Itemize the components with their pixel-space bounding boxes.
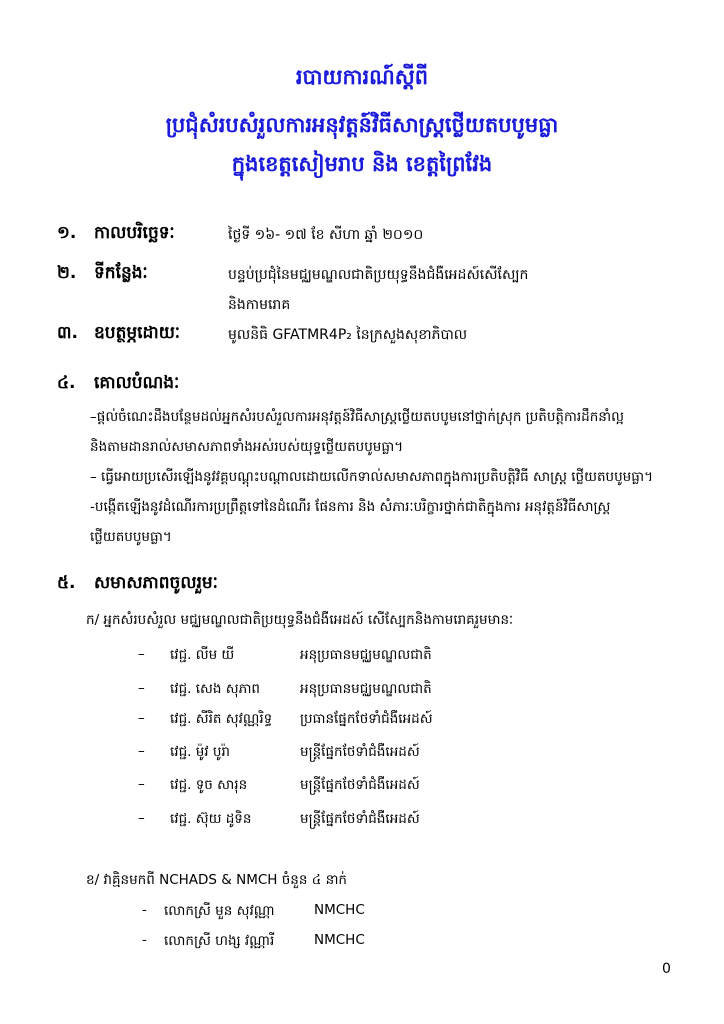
objective-1-line-2: និងតាមដានរាល់សមាសភាពទាំងអស់របស់យុទ្ធថ្លើយតបបូមធ្លា។ (90, 439, 404, 455)
report-title-line-1: របាយការណ៍ស្ដីពី (295, 65, 429, 89)
section-2-heading: ទីកន្លែងៈ (94, 263, 148, 283)
section-2-number: ២. (57, 263, 77, 283)
participant-group-b-label: ខ/ វាគ្មិនមកពី NCHADS & NMCH ចំនួន ៤ នាក់ (86, 872, 347, 888)
objective-3-line-2: ថ្លើយតបបូមធ្លា។ (90, 529, 172, 545)
participant-name: វេជ្ជ. សីរិត សុវណ្ណរិទ្ធ (170, 711, 273, 727)
participant-role: អនុប្រធានមជ្ឈមណ្ឌលជាតិ (300, 681, 432, 697)
participant-name: វេជ្ជ. ស៊ុយ ដូទិន (170, 811, 252, 827)
speaker-name: លោកស្រី ហង្ស វណ្ណារី (164, 933, 275, 949)
section-3-value: មូលនិធិ GFATMR4P₂ នៃក្រសួងសុខាភិបាល (228, 327, 468, 343)
participant-role: មន្ត្រីផ្នែកថែទាំជំងឺអេដស៍ (300, 777, 420, 793)
participant-role: ប្រធានផ្នែកថែទាំជំងឺអេដស៍ (300, 711, 433, 727)
participant-role: អនុប្រធានមជ្ឈមណ្ឌលជាតិ (300, 647, 432, 663)
list-dash: – (138, 776, 145, 792)
section-1-heading: កាលបរិច្ឆេទៈ (94, 223, 175, 243)
list-dash: – (138, 646, 145, 662)
participant-name: វេជ្ជ. លីម យី (170, 647, 235, 663)
list-dash: – (138, 710, 145, 726)
list-dash: - (142, 902, 147, 918)
page-number: 0 (662, 961, 671, 977)
list-dash: – (138, 680, 145, 696)
speaker-name: លោកស្រី មួន សុវណ្ណា (164, 903, 275, 919)
section-5-number: ៥. (57, 573, 76, 593)
list-dash: – (138, 743, 145, 759)
speaker-organization: NMCHC (314, 902, 365, 918)
section-4-heading: គោលបំណងៈ (94, 373, 180, 393)
participant-name: វេជ្ជ. សេង សុភាព (170, 681, 260, 697)
section-2-value-line-1: បន្ទប់ប្រជុំនៃមជ្ឈមណ្ឌលជាតិប្រយុទ្ធនឹងជំងឺអេដស៍សើស្បែក (228, 267, 529, 283)
list-dash: – (138, 810, 145, 826)
participant-name: វេជ្ជ. ទូច សារុន (170, 777, 248, 793)
participant-group-a-label: ក/ អ្នកសំរបសំរួល មជ្ឈមណ្ឌលជាតិប្រយុទ្ធនឹងជំងឺអេដស៍ សើស្បែកនិងកាមរោគរួមមានៈ (86, 612, 514, 628)
section-5-heading: សមាសភាពចូលរួមៈ (94, 573, 218, 593)
objective-1-line-1: –ផ្ដល់ចំណេះដឹងបន្ថែមដល់អ្នកសំរបសំរួលការអនុវត្តន៍វិធីសាស្ត្រថ្លើយតបបូមនៅថ្នាក់ស្រុក ប្រតិបត្តិការដឹកនាំល្អ (90, 409, 624, 425)
report-title-line-3: ក្នុងខេត្តសៀមរាប និង ខេត្តព្រៃវែង (231, 152, 493, 176)
objective-2-line-1: – ធ្វើអោយប្រសើរឡើងនូវវគ្គបណ្តុះបណ្តាលដោយលើកទាល់សមាសភាពក្នុងការប្រតិបត្តិវិធី សាស្ត្រ ថ្លើយតបបូមធ្លា។ (90, 469, 653, 485)
list-dash: - (142, 932, 147, 948)
participant-name: វេជ្ជ. ម៉ូវ បូរ៉ា (170, 744, 231, 760)
participant-role: មន្ត្រីផ្នែកថែទាំជំងឺអេដស៍ (300, 744, 420, 760)
section-3-number: ៣. (57, 323, 78, 343)
section-2-value-line-2: និងកាមរោគ (228, 297, 291, 313)
section-1-number: ១. (57, 223, 77, 243)
section-3-heading: ឧបត្ថម្ភដោយៈ (94, 323, 181, 343)
participant-role: មន្ត្រីផ្នែកថែទាំជំងឺអេដស៍ (300, 811, 420, 827)
speaker-organization: NMCHC (314, 932, 365, 948)
section-4-number: ៤. (57, 373, 76, 393)
objective-3-line-1: -បង្កើតឡើងនូវដំណើរការប្រព្រឹត្តទៅនៃដំណើរ ផែនការ និង សំភារៈបរិក្ខារថ្នាក់ជាតិក្នុងការ អនុវត្តន៍វិធីសាស្ត្រ (90, 499, 611, 515)
section-1-value: ថ្ងៃទី ១៦- ១៧ ខែ សីហា ឆ្នាំ ២០១០ (228, 227, 424, 243)
report-title-line-2: ប្រជុំសំរបសំរួលការអនុវត្តន៍វិធីសាស្ត្រថ្លើយតបបូមធ្លា (165, 113, 559, 137)
